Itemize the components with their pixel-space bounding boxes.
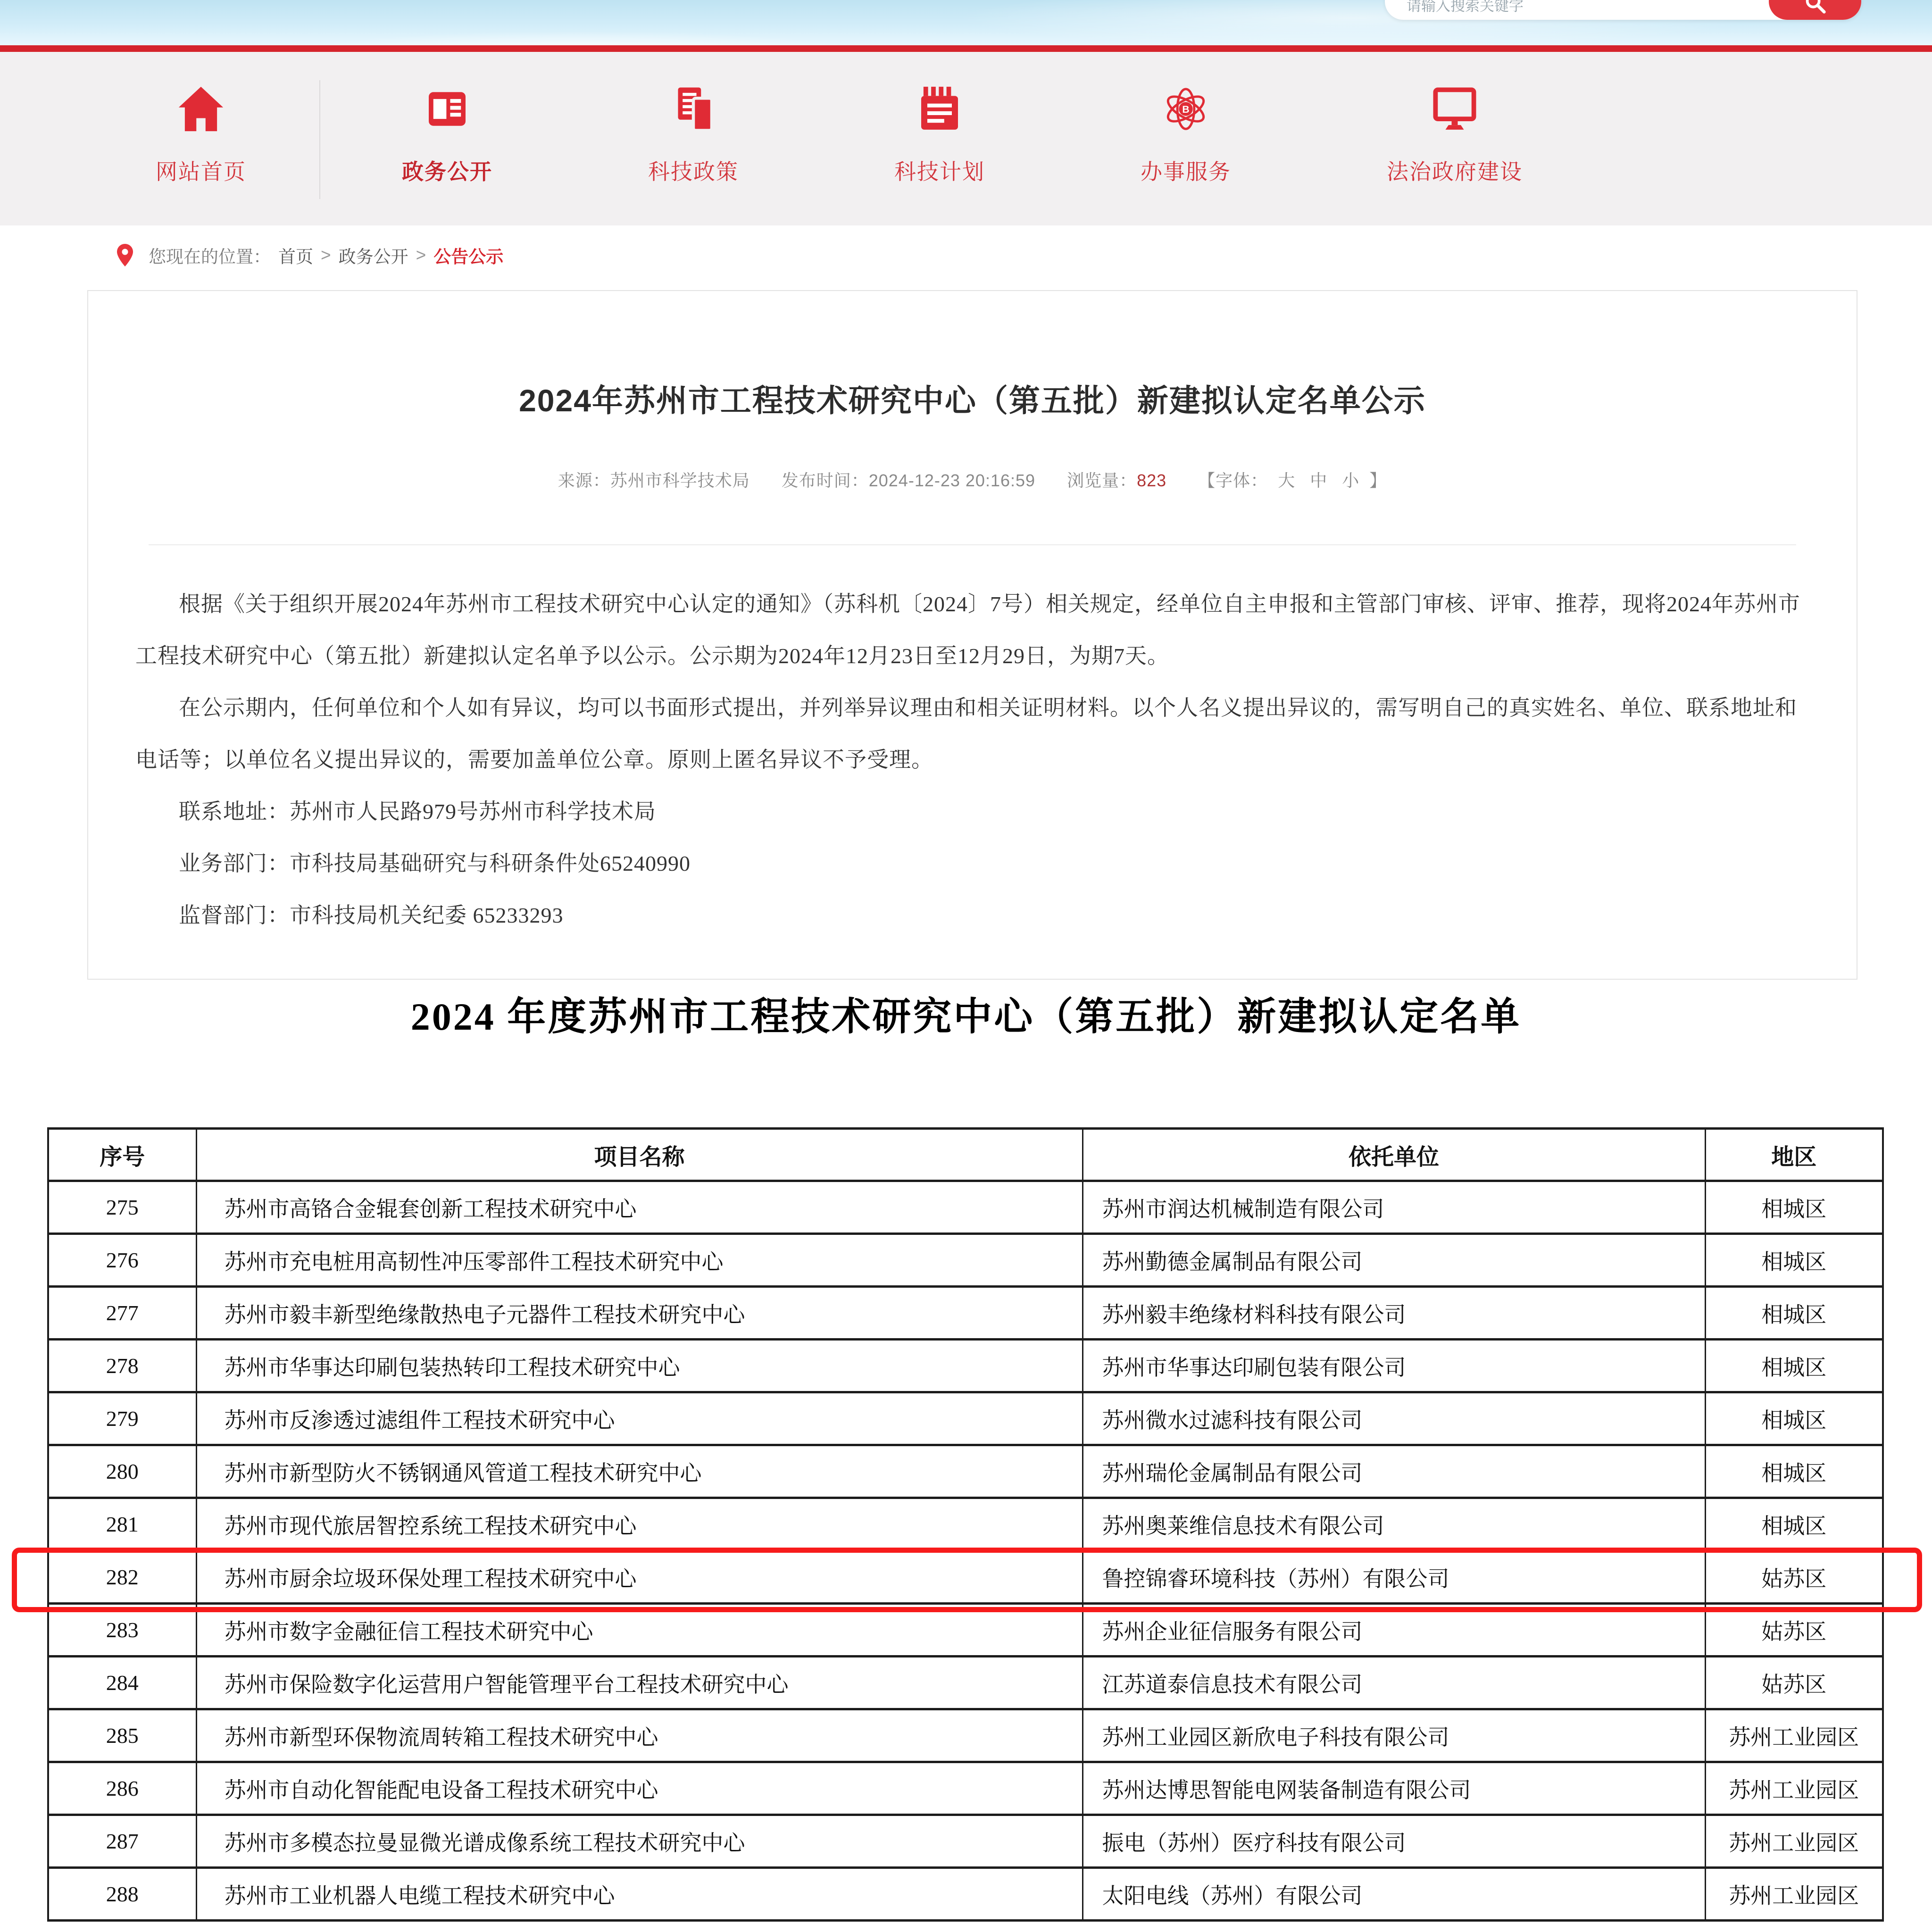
column-header-project: 项目名称: [196, 1129, 1083, 1181]
monitor-icon: [1430, 81, 1479, 137]
views-count: 823: [1137, 471, 1167, 490]
cell-district: 苏州工业园区: [1705, 1815, 1883, 1868]
cell-org: 苏州工业园区新欣电子科技有限公司: [1083, 1709, 1705, 1762]
cell-org: 苏州企业征信服务有限公司: [1083, 1604, 1705, 1657]
source-label: 来源：: [558, 471, 610, 490]
cell-district: 相城区: [1705, 1445, 1883, 1498]
cell-no: 282: [48, 1551, 196, 1604]
cell-project: 苏州市保险数字化运营用户智能管理平台工程技术研究中心: [196, 1657, 1083, 1709]
publish-time-label: 发布时间：: [781, 471, 869, 490]
table-row: [48, 1445, 1883, 1498]
nav-item-label: 网站首页: [156, 159, 246, 184]
cell-no: 278: [48, 1340, 196, 1392]
cell-org: 苏州市润达机械制造有限公司: [1083, 1181, 1705, 1234]
cell-org: 太阳电线（苏州）有限公司: [1083, 1868, 1705, 1921]
table-row: [48, 1604, 1883, 1657]
article-card: [87, 290, 1857, 980]
search-bar: [1385, 0, 1861, 20]
cell-project: 苏州市新型防火不锈钢通风管道工程技术研究中心: [196, 1445, 1083, 1498]
home-icon: [176, 81, 225, 137]
table-row: [48, 1181, 1883, 1234]
nav-item-home[interactable]: [156, 81, 246, 186]
breadcrumb-current[interactable]: 公告公示: [433, 247, 504, 266]
cell-org: 江苏道泰信息技术有限公司: [1083, 1657, 1705, 1709]
award-table: [47, 1127, 1884, 1922]
nav-item-law-gov[interactable]: [1387, 81, 1523, 186]
column-header-no: 序号: [48, 1129, 196, 1181]
magnifier-icon: [1802, 0, 1828, 16]
table-row: [48, 1657, 1883, 1709]
views-label: 浏览量：: [1067, 471, 1137, 490]
cell-no: 277: [48, 1287, 196, 1340]
paragraph: 根据《关于组织开展2024年苏州市工程技术研究中心认定的通知》（苏科机〔2024〕7号）相关规定，经单位自主申报和主管部门审核、评审、推荐，现将2024年苏州市工程技术研究中心（第五批）新建拟认定名单予以公示。公示期为2024年12月23日至12月29日，为期7天。: [135, 592, 1800, 668]
cell-project: 苏州市工业机器人电缆工程技术研究中心: [196, 1868, 1083, 1921]
cell-org: 苏州奥莱维信息技术有限公司: [1083, 1498, 1705, 1551]
font-size-label-end: 】: [1369, 471, 1387, 490]
breadcrumb-section[interactable]: 政务公开: [338, 247, 408, 266]
atom-icon: [1161, 81, 1210, 137]
cell-no: 276: [48, 1234, 196, 1287]
nav-item-label: 办事服务: [1141, 159, 1231, 184]
publish-time-value: 2024-12-23 20:16:59: [868, 471, 1036, 490]
cell-org: 苏州微水过滤科技有限公司: [1083, 1392, 1705, 1445]
table-row: [48, 1392, 1883, 1445]
cell-project: 苏州市现代旅居智控系统工程技术研究中心: [196, 1498, 1083, 1551]
breadcrumb-prefix: 您现在的位置：: [149, 247, 271, 266]
nav-item-tech-plan[interactable]: [894, 81, 985, 186]
cell-district: 相城区: [1705, 1392, 1883, 1445]
cell-no: 288: [48, 1868, 196, 1921]
cell-district: 姑苏区: [1705, 1551, 1883, 1604]
cell-project: 苏州市高铬合金辊套创新工程技术研究中心: [196, 1181, 1083, 1234]
document-icon: [669, 81, 718, 137]
cell-project: 苏州市华事达印刷包装热转印工程技术研究中心: [196, 1340, 1083, 1392]
font-size-label: 【字体：: [1198, 471, 1268, 490]
breadcrumb-separator: >: [416, 245, 426, 265]
cell-district: 相城区: [1705, 1498, 1883, 1551]
paragraph: 在公示期内，任何单位和个人如有异议，均可以书面形式提出，并列举异议理由和相关证明材料。以个人名义提出异议的，需写明自己的真实姓名、单位、联系地址和电话等；以单位名义提出异议的，需要加盖单位公章。原则上匿名异议不予受理。: [135, 696, 1797, 772]
nav-item-label: 科技计划: [894, 159, 985, 184]
table-row: [48, 1234, 1883, 1287]
cell-org: 苏州毅丰绝缘材料科技有限公司: [1083, 1287, 1705, 1340]
breadcrumb-home[interactable]: 首页: [278, 247, 313, 266]
cell-project: 苏州市厨余垃圾环保处理工程技术研究中心: [196, 1551, 1083, 1604]
cell-district: 姑苏区: [1705, 1604, 1883, 1657]
cell-no: 283: [48, 1604, 196, 1657]
cell-district: 苏州工业园区: [1705, 1762, 1883, 1815]
cell-district: 相城区: [1705, 1234, 1883, 1287]
list-heading: 2024 年度苏州市工程技术研究中心（第五批）新建拟认定名单: [410, 995, 1522, 1038]
cell-project: 苏州市新型环保物流周转箱工程技术研究中心: [196, 1709, 1083, 1762]
cell-no: 286: [48, 1762, 196, 1815]
source-value: 苏州市科学技术局: [610, 471, 750, 490]
cell-project: 苏州市反渗透过滤组件工程技术研究中心: [196, 1392, 1083, 1445]
table-row: [48, 1815, 1883, 1868]
font-size-large[interactable]: 大: [1278, 471, 1296, 490]
cell-org: 苏州勤德金属制品有限公司: [1083, 1234, 1705, 1287]
nav-item-label: 政务公开: [402, 159, 492, 184]
font-size-medium[interactable]: 中: [1310, 471, 1328, 490]
breadcrumb: [0, 225, 1932, 284]
cell-no: 281: [48, 1498, 196, 1551]
table-row: [48, 1868, 1883, 1921]
cell-no: 280: [48, 1445, 196, 1498]
nav-item-label: 法治政府建设: [1387, 159, 1523, 184]
page-banner: [0, 0, 1932, 45]
cell-district: 苏州工业园区: [1705, 1709, 1883, 1762]
cell-org: 苏州瑞伦金属制品有限公司: [1083, 1445, 1705, 1498]
table-row: [48, 1287, 1883, 1340]
newspaper-icon: [423, 81, 472, 137]
article-body: [88, 578, 1857, 941]
nav-item-tech-policy[interactable]: [648, 81, 739, 186]
cell-district: 相城区: [1705, 1287, 1883, 1340]
article-title: 2024年苏州市工程技术研究中心（第五批）新建拟认定名单公示: [519, 383, 1426, 418]
nav-item-services[interactable]: [1141, 81, 1231, 186]
cell-no: 285: [48, 1709, 196, 1762]
cell-district: 姑苏区: [1705, 1657, 1883, 1709]
table-row: [48, 1340, 1883, 1392]
svg-text:B: B: [1182, 104, 1190, 116]
table-wrap: [47, 1127, 1882, 1922]
cell-org: 振电（苏州）医疗科技有限公司: [1083, 1815, 1705, 1868]
cell-project: 苏州市自动化智能配电设备工程技术研究中心: [196, 1762, 1083, 1815]
cell-district: 相城区: [1705, 1340, 1883, 1392]
cell-org: 鲁控锦睿环境科技（苏州）有限公司: [1083, 1551, 1705, 1604]
cell-org: 苏州达博思智能电网装备制造有限公司: [1083, 1762, 1705, 1815]
location-pin-icon: [116, 243, 134, 267]
cell-no: 275: [48, 1181, 196, 1234]
column-header-district: 地区: [1705, 1129, 1883, 1181]
table-header-row: [48, 1129, 1883, 1181]
cell-no: 287: [48, 1815, 196, 1868]
breadcrumb-separator: >: [321, 245, 331, 265]
table-row: [48, 1709, 1883, 1762]
cell-org: 苏州市华事达印刷包装有限公司: [1083, 1340, 1705, 1392]
nav-item-gov-info[interactable]: [402, 81, 492, 186]
column-header-org: 依托单位: [1083, 1129, 1705, 1181]
table-row: [48, 1498, 1883, 1551]
table-row: [48, 1762, 1883, 1815]
contact-address-line: 联系地址：苏州市人民路979号苏州市科学技术局: [179, 799, 656, 824]
meta-divider: [149, 544, 1796, 545]
top-red-divider: [0, 45, 1932, 52]
cell-no: 279: [48, 1392, 196, 1445]
cell-project: 苏州市多模态拉曼显微光谱成像系统工程技术研究中心: [196, 1815, 1083, 1868]
cell-district: 苏州工业园区: [1705, 1868, 1883, 1921]
cell-project: 苏州市充电桩用高韧性冲压零部件工程技术研究中心: [196, 1234, 1083, 1287]
ledger-icon: [915, 81, 964, 137]
cell-district: 相城区: [1705, 1181, 1883, 1234]
table-row: [48, 1551, 1883, 1604]
search-button[interactable]: [1769, 0, 1861, 20]
article-meta: [88, 467, 1857, 491]
nav-item-label: 科技政策: [648, 159, 739, 184]
cell-project: 苏州市毅丰新型绝缘散热电子元器件工程技术研究中心: [196, 1287, 1083, 1340]
main-nav: [0, 52, 1932, 225]
contact-supervision-line: 监督部门：市科技局机关纪委 65233293: [179, 903, 564, 927]
cell-no: 284: [48, 1657, 196, 1709]
nav-divider: [319, 80, 320, 199]
contact-business-line: 业务部门：市科技局基础研究与科研条件处65240990: [179, 851, 691, 875]
font-size-small[interactable]: 小: [1342, 471, 1360, 490]
cell-project: 苏州市数字金融征信工程技术研究中心: [196, 1604, 1083, 1657]
